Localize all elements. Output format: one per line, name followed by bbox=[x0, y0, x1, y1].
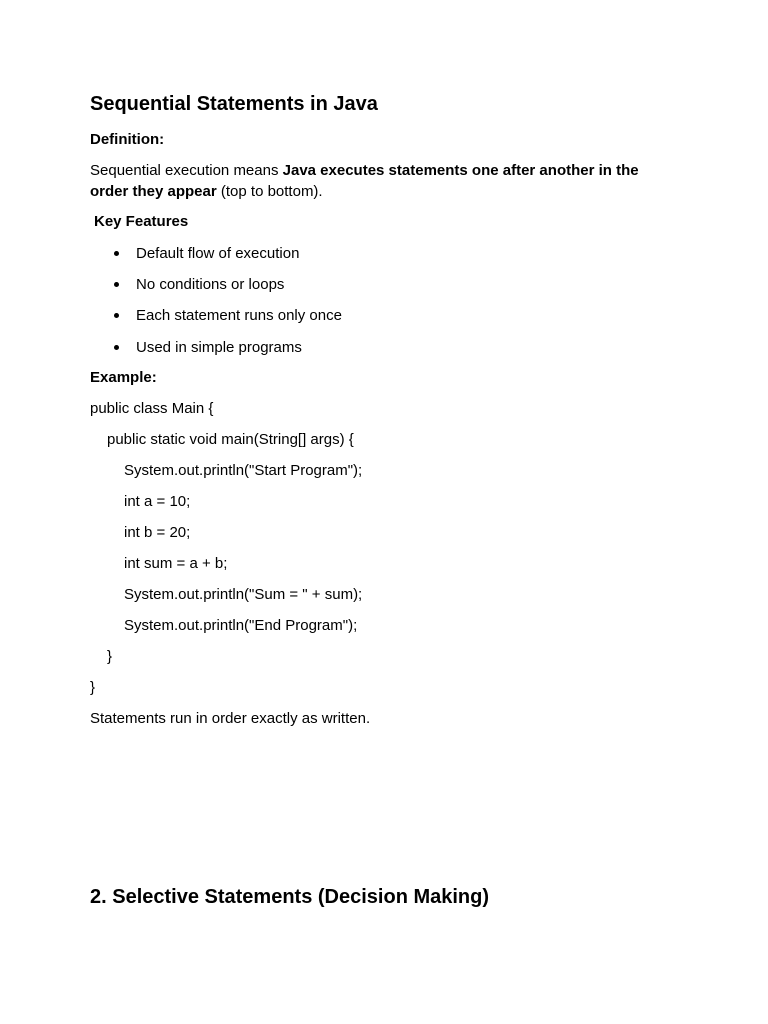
code-line: System.out.println("Start Program"); bbox=[124, 462, 363, 479]
code-line: System.out.println("Sum = " + sum); bbox=[124, 586, 363, 603]
list-item: Default flow of execution bbox=[136, 245, 300, 262]
bullet-icon bbox=[114, 251, 119, 256]
example-label: Example: bbox=[90, 369, 157, 386]
definition-text-start: Sequential execution means bbox=[90, 162, 283, 179]
code-line: public static void main(String[] args) { bbox=[107, 431, 354, 448]
list-item: Used in simple programs bbox=[136, 339, 302, 356]
code-line: } bbox=[107, 648, 113, 665]
code-line: int b = 20; bbox=[124, 524, 191, 541]
bullet-icon bbox=[114, 345, 119, 350]
closing-note: Statements run in order exactly as written. bbox=[90, 710, 371, 727]
next-section-title: 2. Selective Statements (Decision Making) bbox=[90, 886, 490, 908]
page-title: Sequential Statements in Java bbox=[90, 93, 378, 115]
definition-text-bold: Java executes statements one after another in the order they appear bbox=[90, 162, 639, 200]
key-features-label: Key Features bbox=[94, 213, 189, 230]
code-line: } bbox=[90, 679, 96, 696]
definition-text-end: (top to bottom). bbox=[216, 183, 323, 200]
bullet-icon bbox=[114, 313, 119, 318]
code-line: System.out.println("End Program"); bbox=[124, 617, 358, 634]
bullet-icon bbox=[114, 282, 119, 287]
list-item: Each statement runs only once bbox=[136, 307, 342, 324]
code-line: public class Main { bbox=[90, 400, 214, 417]
definition-paragraph bbox=[90, 160, 670, 202]
list-item: No conditions or loops bbox=[136, 276, 285, 293]
code-line: int a = 10; bbox=[124, 493, 191, 510]
code-line: int sum = a + b; bbox=[124, 555, 228, 572]
definition-label: Definition: bbox=[90, 131, 165, 148]
